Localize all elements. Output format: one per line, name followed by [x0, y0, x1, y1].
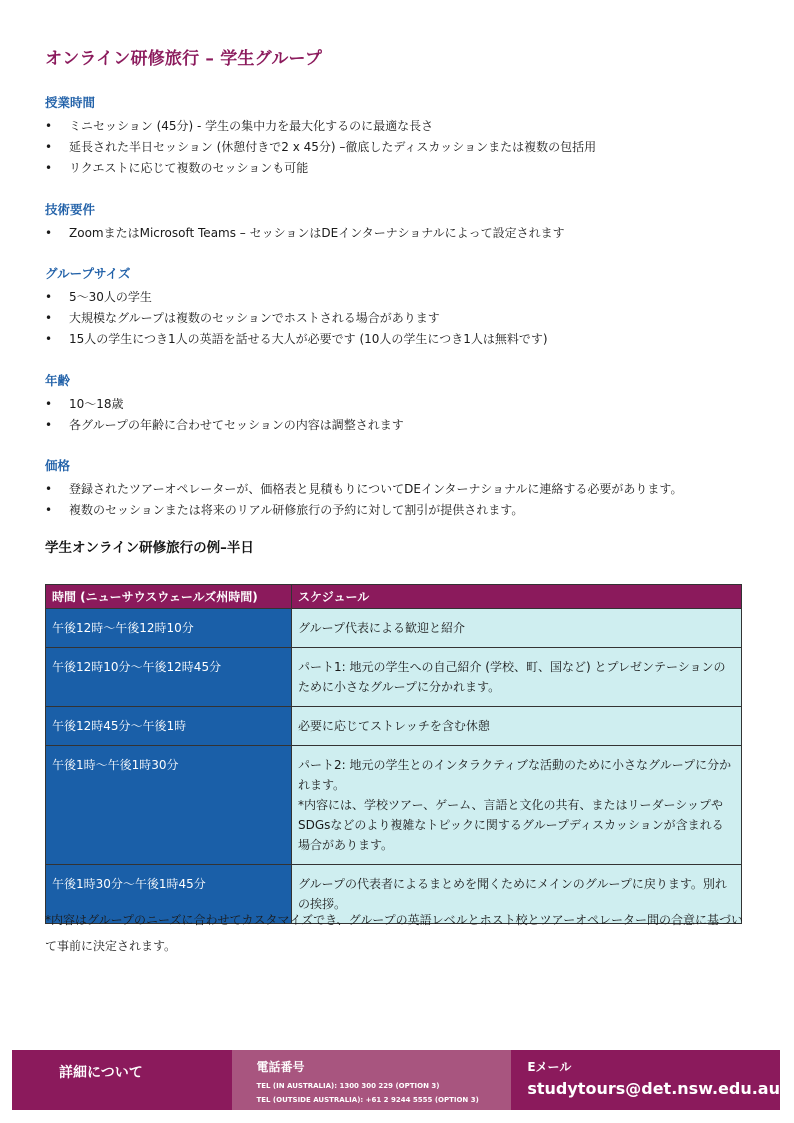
schedule-cell: グループの代表者によるまとめを聞くためにメインのグループに戻ります。別れの挨拶。 — [292, 865, 742, 924]
table-row — [46, 707, 742, 746]
time-cell: 午後1時〜午後1時30分 — [46, 746, 292, 865]
bullet-list — [45, 394, 755, 436]
bullet-list — [45, 223, 755, 244]
schedule-cell: 必要に応じてストレッチを含む休憩 — [292, 707, 742, 746]
table-row — [46, 648, 742, 707]
section-heading: 価格 — [45, 458, 71, 473]
phone-block — [232, 1050, 511, 1110]
bullet-list — [45, 479, 755, 521]
list-item: • ミニセッション (45分) - 学生の集中力を最大化するのに最適な長さ — [45, 116, 755, 137]
section-tech-requirements — [45, 200, 755, 244]
phone-intl: TEL (OUTSIDE AUSTRALIA): +61 2 9244 5555 (OPTION 3) — [256, 1096, 479, 1104]
list-item: • 延長された半日セッション (休憩付きで2 x 45分) –徹底したディスカッションまたは複数の包括用 — [45, 137, 755, 158]
schedule-cell: パート1: 地元の学生への自己紹介 (学校、町、国など) とプレゼンテーションのために小さなグループに分かれます。 — [292, 648, 742, 707]
section-age — [45, 371, 755, 436]
list-item: • リクエストに応じて複数のセッションも可能 — [45, 158, 755, 179]
page-title: オンライン研修旅行 – 学生グループ — [45, 49, 323, 69]
time-cell: 午後12時10分〜午後12時45分 — [46, 648, 292, 707]
more-info-label: 詳細について — [12, 1050, 232, 1110]
schedule-cell: パート2: 地元の学生とのインタラクティブな活動のために小さなグループに分かれます。 *内容には、学校ツアー、ゲーム、言語と文化の共有、またはリーダーシップやSDGsなどのより複雑なトピックに関するグループディスカッションが含まれる場合があります。 — [292, 746, 742, 865]
footnote: *内容はグループのニーズに合わせてカスタマイズでき、グループの英語レベルとホスト校とツアーオペレーター間の合意に基づいて事前に決定されます。 — [45, 913, 744, 953]
footer-contact-bar — [12, 1050, 780, 1110]
section-heading: グループサイズ — [45, 266, 131, 281]
schedule-table — [45, 584, 742, 924]
time-cell: 午後12時45分〜午後1時 — [46, 707, 292, 746]
bullet-list — [45, 287, 755, 350]
list-item: • 複数のセッションまたは将来のリアル研修旅行の予約に対して割引が提供されます。 — [45, 500, 755, 521]
list-item: • ZoomまたはMicrosoft Teams – セッションはDEインターナショナルによって設定されます — [45, 223, 755, 244]
list-item: • 5〜30人の学生 — [45, 287, 755, 308]
list-item: • 登録されたツアーオペレーターが、価格表と見積もりについてDEインターナショナルに連絡する必要があります。 — [45, 479, 755, 500]
phone-au: TEL (IN AUSTRALIA): 1300 300 229 (OPTION 3) — [256, 1082, 440, 1090]
email-block — [511, 1050, 780, 1110]
bullet-list — [45, 116, 755, 179]
list-item: • 大規模なグループは複数のセッションでホストされる場合があります — [45, 308, 755, 329]
time-cell: 午後12時〜午後12時10分 — [46, 609, 292, 648]
header-time: 時間 (ニューサウスウェールズ州時間) — [46, 585, 292, 609]
email-label: Eメール — [527, 1060, 572, 1074]
list-item: • 15人の学生につき1人の英語を話せる大人が必要です (10人の学生につき1人は無料です) — [45, 329, 755, 350]
table-header-row — [46, 585, 742, 609]
example-title: 学生オンライン研修旅行の例–半日 — [45, 540, 254, 556]
section-class-time — [45, 93, 755, 179]
phone-label: 電話番号 — [256, 1060, 305, 1074]
section-price — [45, 456, 755, 521]
email-address[interactable]: studytours@det.nsw.edu.au — [527, 1079, 780, 1098]
header-schedule: スケジュール — [292, 585, 742, 609]
table-row — [46, 746, 742, 865]
section-heading: 授業時間 — [45, 95, 96, 110]
list-item: • 各グループの年齢に合わせてセッションの内容は調整されます — [45, 415, 755, 436]
list-item: • 10〜18歳 — [45, 394, 755, 415]
time-cell: 午後1時30分〜午後1時45分 — [46, 865, 292, 924]
schedule-cell: グループ代表による歓迎と紹介 — [292, 609, 742, 648]
section-group-size — [45, 264, 755, 350]
section-heading: 技術要件 — [45, 202, 96, 217]
table-row — [46, 609, 742, 648]
section-heading: 年齢 — [45, 373, 71, 388]
